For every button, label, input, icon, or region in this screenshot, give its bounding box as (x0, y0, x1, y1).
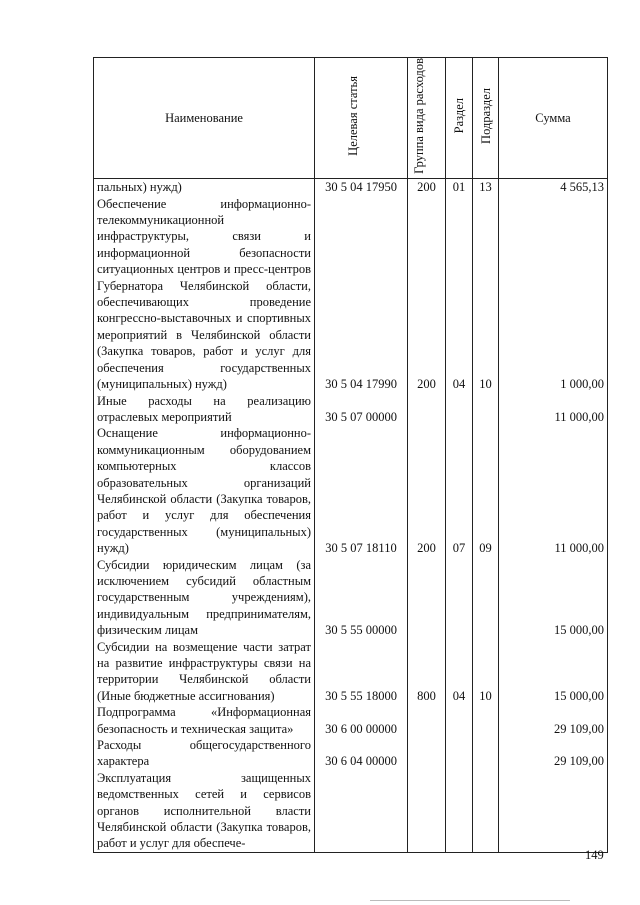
row-name: Субсидии юридическим лицам (за исключением субсидий областным государственным учреждениям), индивидуальным предпринимателям, физическим лицам (94, 557, 315, 639)
row-sum: 15 000,00 (499, 639, 608, 705)
row-expense-group (408, 737, 446, 770)
row-target-article: 30 5 07 00000 (315, 393, 408, 426)
table-row (94, 639, 608, 705)
row-section (446, 393, 473, 426)
row-target-article: 30 5 07 18110 (315, 425, 408, 556)
row-subsection: 09 (473, 425, 499, 556)
row-section (446, 770, 473, 853)
header-target-article: Целевая статья (315, 58, 408, 179)
row-name: Оснащение информационно-коммуникационным оборудованием компьютерных классов образовательных организаций Челябинской области (Закупка товаров, работ и услуг для обеспечения государственных (муниципальных) нужд) (94, 425, 315, 556)
row-name: Подпрограмма «Информационная безопасность и техническая защита» (94, 704, 315, 737)
row-sum: 4 565,13 (499, 179, 608, 196)
table-row (94, 196, 608, 393)
row-name: пальных) нужд) (94, 179, 315, 196)
row-subsection: 13 (473, 179, 499, 196)
scan-edge-line (370, 900, 570, 901)
row-subsection (473, 393, 499, 426)
header-sum: Сумма (499, 58, 608, 179)
table-header-row (94, 58, 608, 179)
row-target-article: 30 5 55 18000 (315, 639, 408, 705)
row-name: Обеспечение информационно-телекоммуникационной инфраструктуры, связи и информационной безопасности ситуационных центров и пресс-центров Губернатора Челябинской области, обеспечивающих проведение конгрессно-выставочных и спортивных мероприятий в Челябинской области (Закупка товаров, работ и услуг для обеспечения государственных (муниципальных) нужд) (94, 196, 315, 393)
row-target-article: 30 6 00 00000 (315, 704, 408, 737)
page-number: 149 (585, 848, 604, 862)
row-sum: 11 000,00 (499, 393, 608, 426)
row-expense-group: 200 (408, 196, 446, 393)
row-sum: 11 000,00 (499, 425, 608, 556)
row-sum: 1 000,00 (499, 196, 608, 393)
row-expense-group (408, 704, 446, 737)
header-expense-group: Группа вида расходов (408, 58, 446, 179)
table-row (94, 393, 608, 426)
table-row (94, 179, 608, 196)
row-subsection (473, 704, 499, 737)
row-target-article: 30 5 55 00000 (315, 557, 408, 639)
row-target-article: 30 6 04 00000 (315, 737, 408, 770)
row-subsection: 10 (473, 639, 499, 705)
row-section: 07 (446, 425, 473, 556)
row-name: Расходы общегосударственного характера (94, 737, 315, 770)
row-sum (499, 770, 608, 853)
row-subsection (473, 737, 499, 770)
row-sum: 29 109,00 (499, 737, 608, 770)
table-row (94, 770, 608, 853)
row-section: 04 (446, 639, 473, 705)
row-section: 01 (446, 179, 473, 196)
row-subsection (473, 770, 499, 853)
row-expense-group: 800 (408, 639, 446, 705)
row-expense-group (408, 770, 446, 853)
header-name: Наименование (94, 58, 315, 179)
budget-table (93, 57, 608, 853)
row-expense-group: 200 (408, 179, 446, 196)
row-sum: 15 000,00 (499, 557, 608, 639)
row-section (446, 704, 473, 737)
table-row (94, 425, 608, 556)
row-name: Иные расходы на реализацию отраслевых мероприятий (94, 393, 315, 426)
row-subsection: 10 (473, 196, 499, 393)
row-subsection (473, 557, 499, 639)
row-expense-group (408, 393, 446, 426)
row-section: 04 (446, 196, 473, 393)
row-target-article: 30 5 04 17990 (315, 196, 408, 393)
table-row (94, 557, 608, 639)
row-section (446, 737, 473, 770)
row-expense-group (408, 557, 446, 639)
row-section (446, 557, 473, 639)
header-subsection: Подраздел (473, 58, 499, 179)
row-target-article: 30 5 04 17950 (315, 179, 408, 196)
table-row (94, 704, 608, 737)
row-expense-group: 200 (408, 425, 446, 556)
header-section: Раздел (446, 58, 473, 179)
row-name: Субсидии на возмещение части затрат на развитие инфраструктуры связи на территории Челябинской области (Иные бюджетные ассигнования) (94, 639, 315, 705)
row-name: Эксплуатация защищенных ведомственных сетей и сервисов органов исполнительной власти Челябинской области (Закупка товаров, работ и услуг для обеспече- (94, 770, 315, 853)
table-row (94, 737, 608, 770)
row-target-article (315, 770, 408, 853)
row-sum: 29 109,00 (499, 704, 608, 737)
